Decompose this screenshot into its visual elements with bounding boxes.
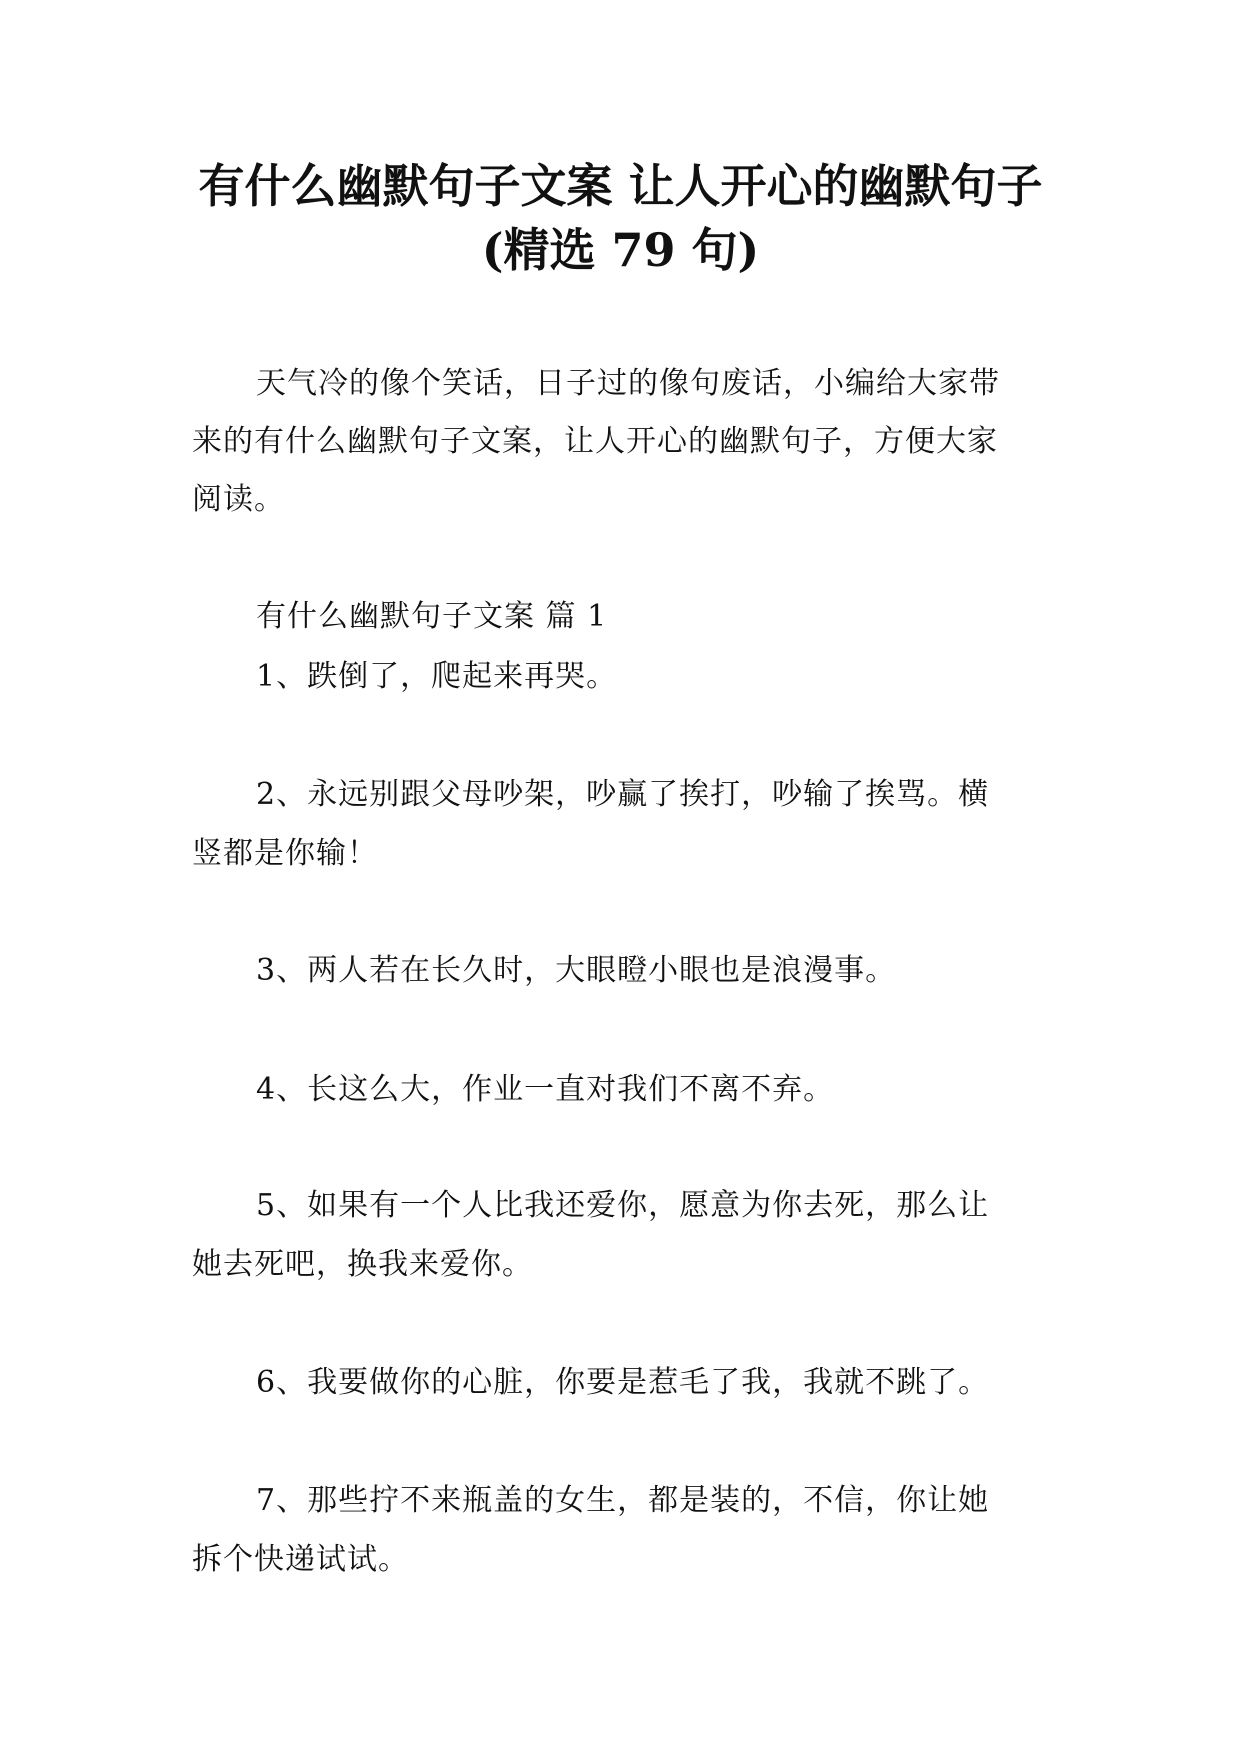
list-item: 2、永远别跟父母吵架，吵赢了挨打，吵输了挨骂。横 [256, 777, 990, 812]
list-item-continuation: 竖都是你输！ [192, 836, 378, 871]
list-item: 3、两人若在长久时，大眼瞪小眼也是浪漫事。 [256, 953, 897, 988]
section-heading: 有什么幽默句子文案 篇 1 [256, 599, 608, 634]
intro-paragraph-line: 阅读。 [192, 482, 285, 517]
document-title: 有什么幽默句子文案 让人开心的幽默句子 [198, 159, 1043, 213]
list-item: 4、长这么大，作业一直对我们不离不弃。 [256, 1072, 835, 1107]
document-subtitle: (精选 79 句) [481, 223, 760, 277]
list-item: 1、跌倒了，爬起来再哭。 [256, 659, 618, 694]
list-item-continuation: 她去死吧，换我来爱你。 [192, 1247, 533, 1282]
list-item: 6、我要做你的心脏，你要是惹毛了我，我就不跳了。 [256, 1365, 990, 1400]
list-item: 7、那些拧不来瓶盖的女生，都是装的，不信，你让她 [256, 1483, 990, 1518]
list-item: 5、如果有一个人比我还爱你，愿意为你去死，那么让 [256, 1188, 990, 1223]
intro-paragraph-line: 来的有什么幽默句子文案，让人开心的幽默句子，方便大家 [192, 424, 998, 459]
intro-paragraph-line: 天气冷的像个笑话，日子过的像句废话，小编给大家带 [256, 366, 1000, 401]
list-item-continuation: 拆个快递试试。 [192, 1542, 409, 1577]
